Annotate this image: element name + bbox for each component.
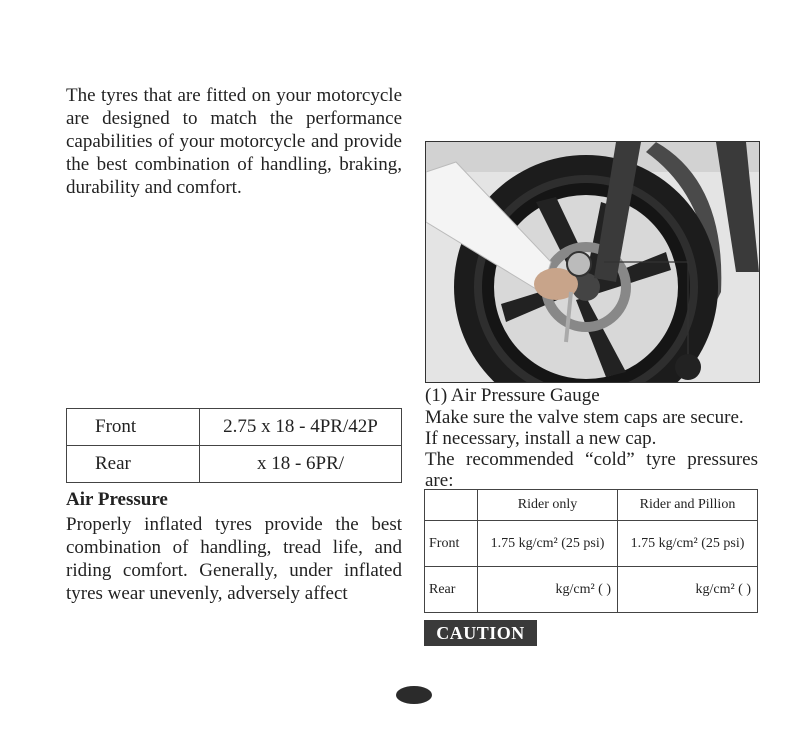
row-label-front: Front [425,521,478,567]
table-row [425,567,758,613]
front-rider-pillion: 1.75 kg/cm² (25 psi) [618,521,758,567]
instruction-line: The recommended “cold” tyre pressures are: [425,449,758,491]
tyre-size-table [66,408,402,483]
page-number-marker [396,686,432,704]
caution-banner: CAUTION [424,620,537,646]
tyre-size-rear: x 18 - 6PR/ [200,446,402,483]
table-row [67,409,402,446]
header-cell [425,490,478,521]
instruction-line: If necessary, install a new cap. [425,428,657,449]
tyre-gauge-photo [425,141,760,383]
tyre-position-rear: Rear [67,446,200,483]
wheel-illustration [426,142,759,382]
header-cell: Rider and Pillion [618,490,758,521]
rear-rider-pillion: kg/cm² ( ) [618,567,758,613]
photo-caption: (1) Air Pressure Gauge [425,385,600,406]
row-label-rear: Rear [425,567,478,613]
front-rider-only: 1.75 kg/cm² (25 psi) [478,521,618,567]
header-cell: Rider only [478,490,618,521]
table-row [425,521,758,567]
tyre-position-front: Front [67,409,200,446]
air-pressure-paragraph: Properly inflated tyres provide the best combination of handling, tread life, and riding comfort. Generally, under inflated tyres wear unevenly, adversely affect [66,514,402,604]
callout-marker [675,354,701,380]
table-header-row [425,490,758,521]
air-pressure-heading: Air Pressure [66,489,168,510]
intro-paragraph: The tyres that are fitted on your motorcycle are designed to match the performance capabilities of your motorcycle and provide the best combination of handling, braking, durability and comfort. [66,85,402,198]
tyre-pressure-table [424,489,758,613]
tyre-size-front: 2.75 x 18 - 4PR/42P [200,409,402,446]
table-row [67,446,402,483]
instruction-line: Make sure the valve stem caps are secure. [425,407,744,428]
rear-rider-only: kg/cm² ( ) [478,567,618,613]
instructions-paragraph [425,407,758,491]
